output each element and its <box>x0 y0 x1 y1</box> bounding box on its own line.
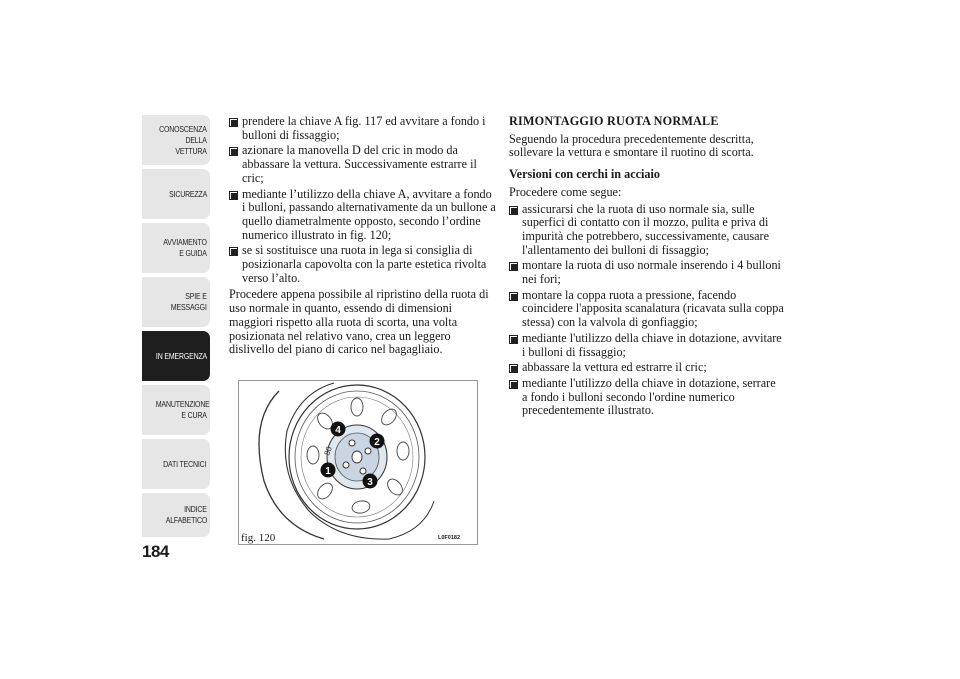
tab-sicurezza[interactable] <box>142 169 210 219</box>
intro-paragraph: Seguendo la procedura precedentemente descritta, sollevare la vettura e smontare il ruotino di scorta. <box>509 131 754 160</box>
figure-code: L0F0182 <box>438 535 461 541</box>
list-item: abbassare la vettura ed estrarre il cric; <box>509 361 784 375</box>
tab-avviamento-e-guida[interactable] <box>142 223 210 273</box>
left-column <box>229 115 497 357</box>
list-item: se si sostituisce una ruota in lega si consiglia di posizionarla capovolta con la parte estetica rivolta verso l’alto. <box>229 244 497 285</box>
figure-caption: fig. 120 <box>241 532 276 544</box>
lead-text: Procedere come segue: <box>509 184 622 199</box>
checkbox-bullet-icon <box>509 292 518 301</box>
list-item: mediante l'utilizzo della chiave in dotazione, serrare a fondo i bulloni secondo l'ordine numerico precedentemente illustrato. <box>509 377 784 418</box>
checkbox-bullet-icon <box>509 206 518 215</box>
tab-dati-tecnici[interactable] <box>142 439 210 489</box>
checkbox-bullet-icon <box>229 118 238 127</box>
subheading: Versioni con cerchi in acciaio <box>509 167 660 182</box>
paragraph: Procedere appena possibile al ripristino della ruota di uso normale in quanto, essendo di dimensioni maggiori rispetto alla ruota di scorta, una volta posizionata nel relativo vano, crea un leggero dislivello del piano di carico nel bagagliaio. <box>229 287 489 357</box>
right-column <box>509 115 784 420</box>
page-number: 184 <box>142 542 169 561</box>
tab-indice-alfabetico[interactable] <box>142 493 210 537</box>
list-item: azionare la manovella D del cric in modo da abbassare la vettura. Successivamente estrarre il cric; <box>229 144 497 185</box>
marker-4-label: 4 <box>335 425 341 436</box>
tab-label: CONOSCENZA DELLA VETTURA <box>159 123 207 156</box>
list-item: prendere la chiave A fig. 117 ed avvitare a fondo i bulloni di fissaggio; <box>229 115 497 142</box>
marker-1-label: 1 <box>325 466 331 477</box>
tab-conoscenza-della-vettura[interactable] <box>142 115 210 165</box>
checkbox-bullet-icon <box>509 262 518 271</box>
tab-label: DATI TECNICI <box>163 458 207 469</box>
section-heading: RIMONTAGGIO RUOTA NORMALE <box>509 114 719 128</box>
tab-in-emergenza[interactable] <box>142 331 210 381</box>
checkbox-bullet-icon <box>509 364 518 373</box>
checkbox-bullet-icon <box>229 147 238 156</box>
checkbox-bullet-icon <box>509 380 518 389</box>
tab-label: SPIE E MESSAGGI <box>170 291 207 312</box>
tab-spie-e-messaggi[interactable] <box>142 277 210 327</box>
checkbox-bullet-icon <box>229 191 238 200</box>
checkbox-bullet-icon <box>509 335 518 344</box>
wheel-illustration <box>239 381 477 544</box>
list-item: mediante l’utilizzo della chiave A, avvitare a fondo i bulloni, passando alternativamente da un bullone a quello diametralmente opposto, secondo l’ordine numerico illustrato in fig. 120; <box>229 188 497 243</box>
tab-manutenzione-e-cura[interactable] <box>142 385 210 435</box>
list-item: assicurarsi che la ruota di uso normale sia, sulle superfici di contatto con il mozzo, pulita e priva di impurità che potrebbero, successivamente, causare l'allentamento dei bulloni di fissaggio; <box>509 203 784 258</box>
list-item: mediante l'utilizzo della chiave in dotazione, avvitare i bulloni di fissaggio; <box>509 332 784 359</box>
tab-label: SICUREZZA <box>168 188 207 199</box>
tab-label: MANUTENZIONE E CURA <box>155 399 210 420</box>
tab-label: IN EMERGENZA <box>155 350 207 361</box>
tab-label: INDICE ALFABETICO <box>165 504 208 525</box>
list-item: montare la coppa ruota a pressione, facendo coincidere l'apposita scanalatura (ricavata sulla coppa stessa) con la valvola di gonfiaggio; <box>509 289 784 330</box>
list-item: montare la ruota di uso normale inserendo i 4 bulloni nei fori; <box>509 259 784 286</box>
figure-120 <box>238 380 478 545</box>
tab-label: AVVIAMENTO E GUIDA <box>163 237 207 258</box>
checkbox-bullet-icon <box>229 247 238 256</box>
marker-2-label: 2 <box>374 437 380 448</box>
marker-3-label: 3 <box>367 477 373 488</box>
hub-text: 80 <box>322 445 334 457</box>
